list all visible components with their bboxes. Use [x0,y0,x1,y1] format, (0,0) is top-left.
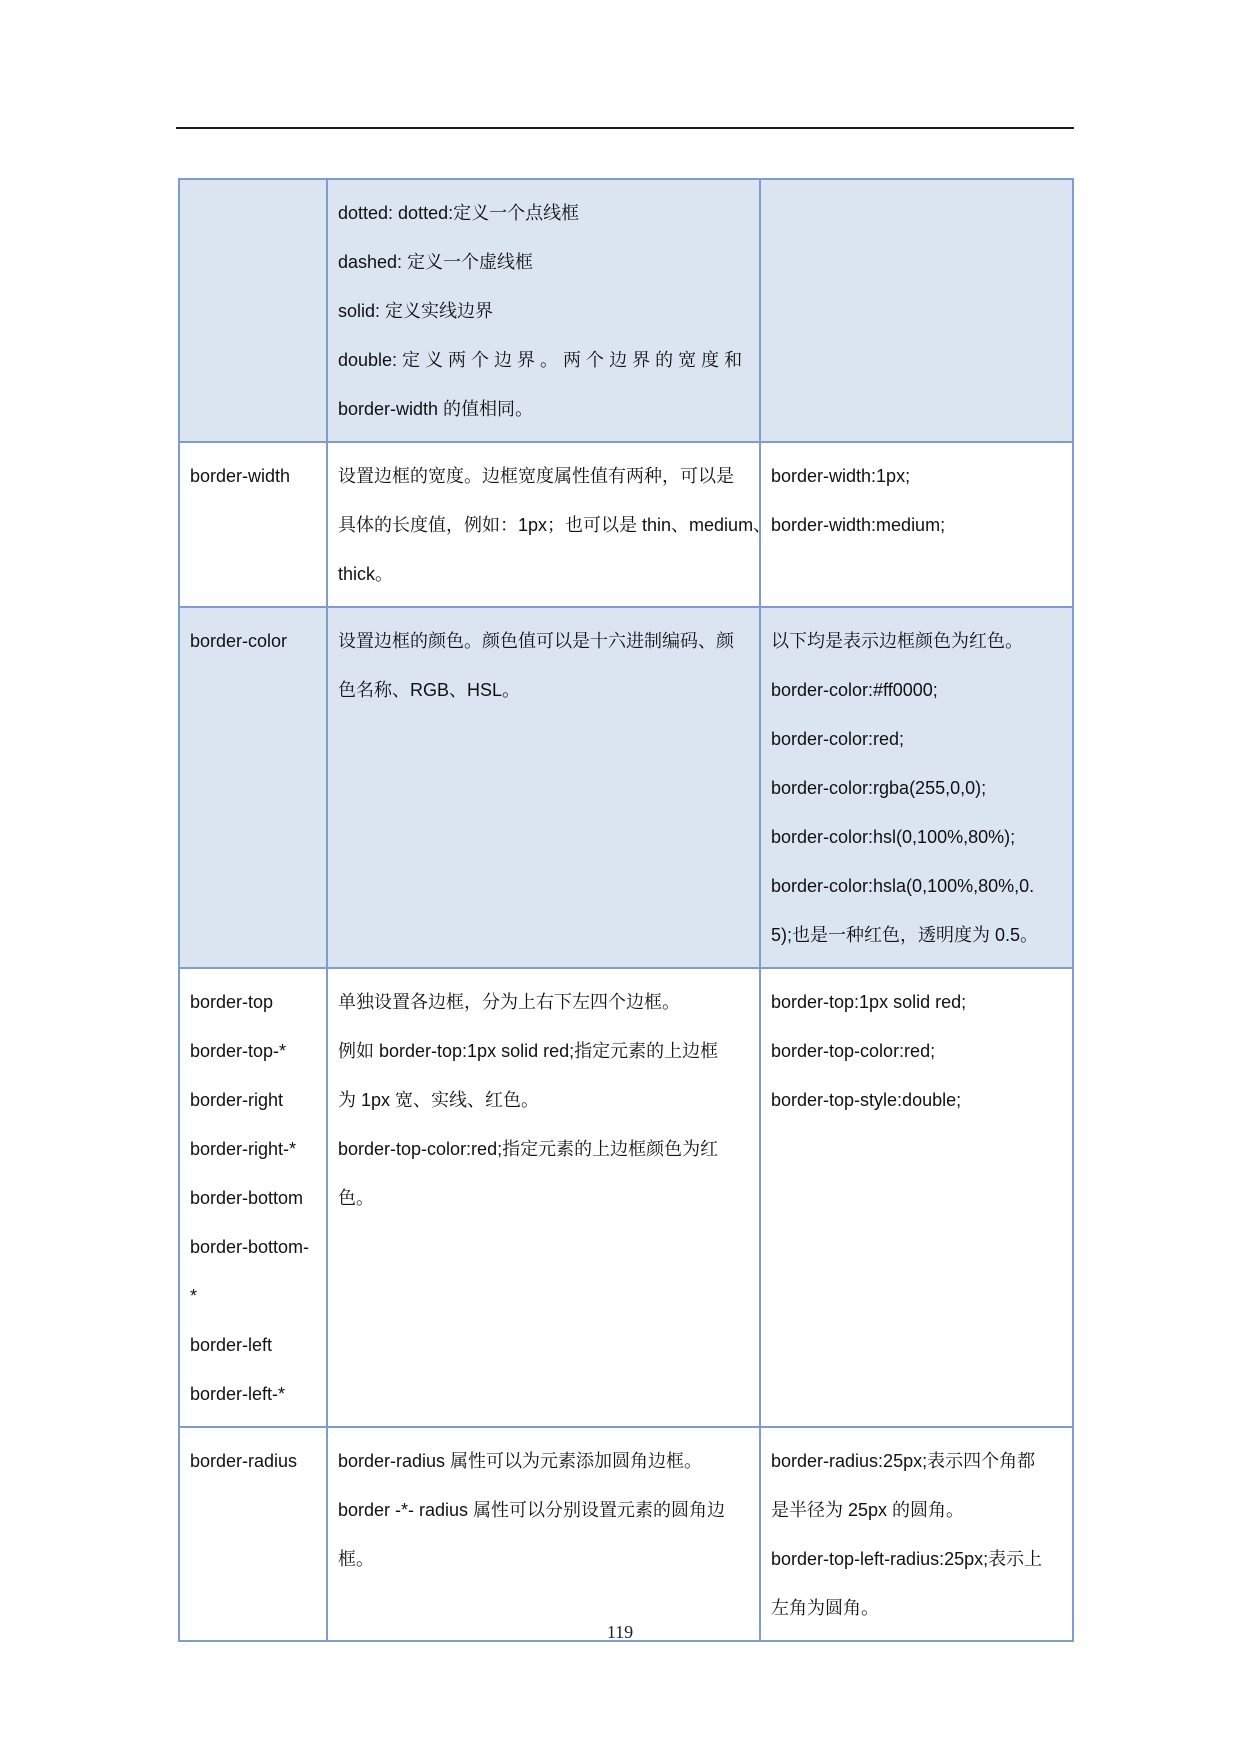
description-line: solid: 定义实线边界 [338,301,494,321]
property-cell [179,1427,327,1641]
description-cell [327,179,760,442]
description-line: 设置边框的颜色。颜色值可以是十六进制编码、颜 [338,631,734,651]
description-line: 例如 border-top:1px solid red;指定元素的上边框 [338,1041,719,1061]
example-line: border-top-color:red; [771,1041,936,1061]
property-name: * [190,1286,198,1306]
example-line: border-color:hsla(0,100%,80%,0. [771,876,1035,896]
example-line: border-top-left-radius:25px;表示上 [771,1549,1043,1569]
description-line: dashed: 定义一个虚线框 [338,252,534,272]
property-cell [179,607,327,968]
table-row [179,968,1073,1427]
description-line: border-radius 属性可以为元素添加圆角边框。 [338,1451,703,1471]
description-line: thick。 [338,564,394,584]
property-name: border-top-* [190,1041,287,1061]
example-line: border-color:#ff0000; [771,680,938,700]
example-line: border-radius:25px;表示四个角都 [771,1451,1036,1471]
description-line: border -*- radius 属性可以分别设置元素的圆角边 [338,1500,726,1520]
description-cell [327,968,760,1427]
example-line: border-width:1px; [771,466,911,486]
example-cell [760,968,1073,1427]
description-line: 单独设置各边框，分为上右下左四个边框。 [338,992,680,1012]
example-line: border-color:red; [771,729,905,749]
property-name: border-left [190,1335,273,1355]
description-cell [327,442,772,607]
property-name: border-right-* [190,1139,297,1159]
property-name: border-width [190,466,291,486]
example-cell [760,607,1073,968]
example-line: border-width:medium; [771,515,946,535]
example-cell [760,179,1073,442]
table-row [179,442,1073,607]
description-line: border-width 的值相同。 [338,399,534,419]
example-line: border-color:rgba(255,0,0); [771,778,987,798]
description-line: double: 定 义 两 个 边 界 。 两 个 边 界 的 宽 度 和 [338,350,743,370]
example-line: 左角为圆角。 [771,1598,879,1618]
description-line: 框。 [338,1549,374,1569]
description-line: dotted: dotted:定义一个点线框 [338,203,580,223]
example-line: 5);也是一种红色，透明度为 0.5。 [771,925,1039,945]
example-line: border-top:1px solid red; [771,992,967,1012]
property-name: border-right [190,1090,284,1110]
property-cell [179,442,327,607]
example-line: 以下均是表示边框颜色为红色。 [771,631,1023,651]
property-name: border-bottom- [190,1237,310,1257]
example-cell [760,442,1073,607]
table-row [179,179,1073,442]
description-line: 设置边框的宽度。边框宽度属性值有两种，可以是 [338,466,734,486]
property-name: border-top [190,992,274,1012]
example-line: border-top-style:double; [771,1090,962,1110]
description-line: 为 1px 宽、实线、红色。 [338,1090,540,1110]
property-name: border-left-* [190,1384,286,1404]
property-name: border-color [190,631,288,651]
property-name: border-radius [190,1451,298,1471]
example-cell [760,1427,1073,1641]
description-line: 色。 [338,1188,374,1208]
description-line: border-top-color:red;指定元素的上边框颜色为红 [338,1139,719,1159]
description-line: 色名称、RGB、HSL。 [338,680,521,700]
table-row [179,607,1073,968]
description-cell [327,1427,760,1641]
property-name: border-bottom [190,1188,304,1208]
css-border-properties-table [178,178,1074,1642]
example-line: 是半径为 25px 的圆角。 [771,1500,965,1520]
property-cell [179,968,327,1427]
page-number: 119 [606,1622,634,1642]
description-cell [327,607,760,968]
table-row [179,1427,1073,1641]
header-rule [176,127,1074,129]
example-line: border-color:hsl(0,100%,80%); [771,827,1016,847]
property-cell [179,179,327,442]
description-line: 具体的长度值，例如：1px；也可以是 thin、medium、 [338,515,772,535]
